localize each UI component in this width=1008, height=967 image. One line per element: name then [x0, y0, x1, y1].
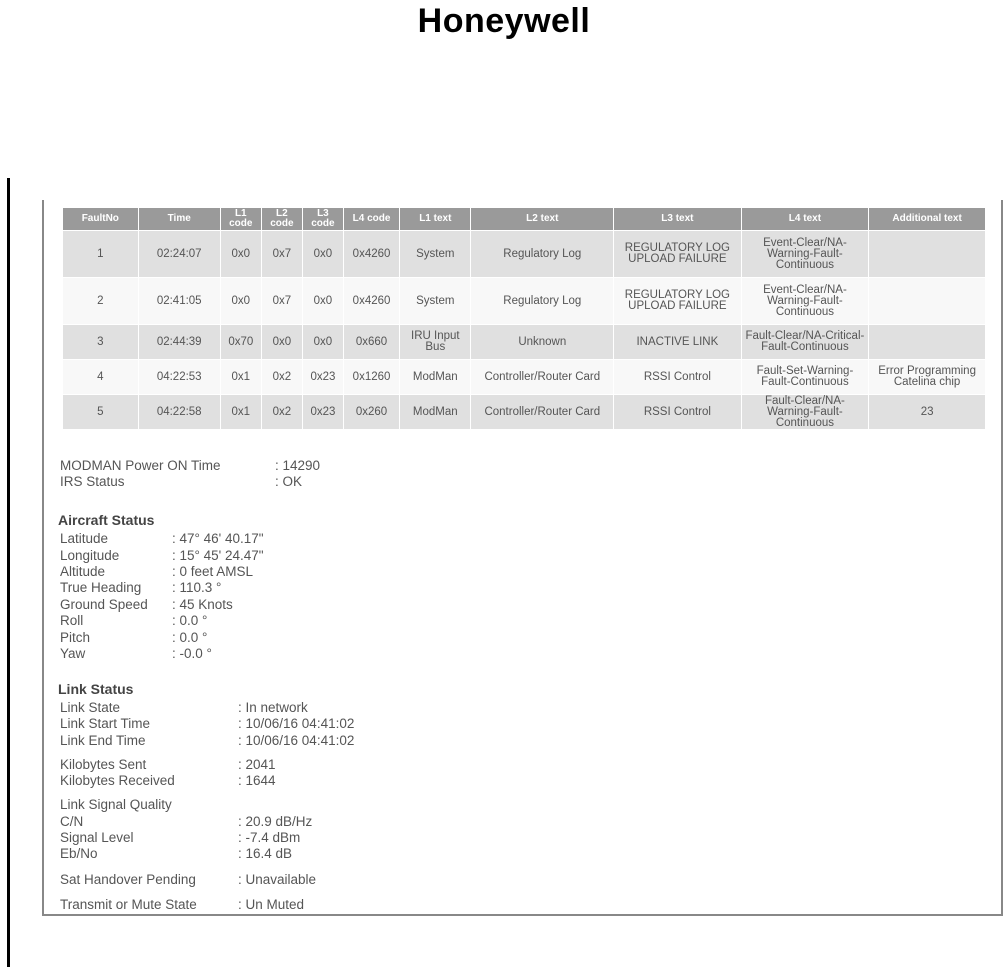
irs-status-value: : OK: [275, 474, 303, 489]
cell: 3: [63, 325, 139, 360]
cell: RSSI Control: [614, 360, 742, 395]
cell: 0x0: [302, 231, 343, 278]
link-state-label: Link State: [60, 700, 121, 715]
ebno-label: Eb/No: [60, 846, 98, 861]
link-end-time-label: Link End Time: [60, 733, 146, 748]
col-l1-text: L1 text: [400, 208, 471, 231]
yaw-label: Yaw: [60, 646, 86, 661]
altitude-label: Altitude: [60, 564, 106, 579]
fault-table-header: [63, 208, 986, 231]
sat-handover-label: Sat Handover Pending: [60, 872, 196, 887]
cell: 04:22:58: [138, 395, 220, 430]
cell: 23: [869, 395, 986, 430]
cell: Event-Clear/NA-Warning-Fault-Continuous: [741, 231, 869, 278]
cell: Event-Clear/NA-Warning-Fault-Continuous: [741, 278, 869, 325]
cell: 0x0: [261, 325, 302, 360]
left-border-line: [7, 178, 10, 967]
cell: REGULATORY LOG UPLOAD FAILURE: [614, 278, 742, 325]
link-state-value: : In network: [238, 700, 308, 715]
cell: 0x23: [302, 360, 343, 395]
cell: Controller/Router Card: [471, 395, 614, 430]
cell: 0x70: [220, 325, 261, 360]
pitch-label: Pitch: [60, 630, 91, 645]
cell: Fault-Clear/NA-Critical-Fault-Continuous: [741, 325, 869, 360]
cell: 0x260: [343, 395, 399, 430]
cell: System: [400, 278, 471, 325]
latitude-value: : 47° 46' 40.17": [172, 531, 264, 546]
cell: 04:22:53: [138, 360, 220, 395]
cell: IRU Input Bus: [400, 325, 471, 360]
cell: 0x4260: [343, 278, 399, 325]
col-l4-code: L4 code: [343, 208, 399, 231]
cn-value: : 20.9 dB/Hz: [238, 814, 313, 829]
cell: 02:41:05: [138, 278, 220, 325]
cell: 0x0: [302, 325, 343, 360]
cell: 0x23: [302, 395, 343, 430]
cell: REGULATORY LOG UPLOAD FAILURE: [614, 231, 742, 278]
cell: Unknown: [471, 325, 614, 360]
cell: Fault-Set-Warning-Fault-Continuous: [741, 360, 869, 395]
aircraft-status-title: Aircraft Status: [58, 512, 155, 528]
cell: Fault-Clear/NA-Warning-Fault-Continuous: [741, 395, 869, 430]
cell: 02:24:07: [138, 231, 220, 278]
cell: Regulatory Log: [471, 231, 614, 278]
cn-label: C/N: [60, 814, 84, 829]
cell: [869, 325, 986, 360]
cell: 1: [63, 231, 139, 278]
col-l2-text: L2 text: [471, 208, 614, 231]
cell: System: [400, 231, 471, 278]
mute-state-value: : Un Muted: [238, 897, 305, 912]
col-faultno: FaultNo: [63, 208, 139, 231]
col-time: Time: [138, 208, 220, 231]
ebno-value: : 16.4 dB: [238, 846, 293, 861]
cell: 0x0: [220, 231, 261, 278]
kilobytes-received-label: Kilobytes Received: [60, 773, 175, 788]
latitude-label: Latitude: [60, 531, 109, 546]
cell: RSSI Control: [614, 395, 742, 430]
cell: 0x2: [261, 360, 302, 395]
col-additional-text: Additional text: [869, 208, 986, 231]
col-l3-code: L3 code: [302, 208, 343, 231]
link-start-time-value: : 10/06/16 04:41:02: [238, 716, 355, 731]
cell: 0x7: [261, 231, 302, 278]
cell: 0x4260: [343, 231, 399, 278]
pitch-value: : 0.0 °: [172, 630, 208, 645]
roll-label: Roll: [60, 613, 84, 628]
cell: INACTIVE LINK: [614, 325, 742, 360]
cell: [869, 231, 986, 278]
cell: 0x1260: [343, 360, 399, 395]
table-row: [63, 278, 986, 325]
sat-handover-value: : Unavailable: [238, 872, 317, 887]
cell: 0x2: [261, 395, 302, 430]
mute-state-label: Transmit or Mute State: [60, 897, 197, 912]
signal-level-label: Signal Level: [60, 830, 134, 845]
signal-level-value: : -7.4 dBm: [238, 830, 301, 845]
cell: 2: [63, 278, 139, 325]
cell: [869, 278, 986, 325]
link-start-time-label: Link Start Time: [60, 716, 151, 731]
table-row: [63, 325, 986, 360]
cell: 0x0: [302, 278, 343, 325]
cell: ModMan: [400, 395, 471, 430]
honeywell-logo: Honeywell: [417, 2, 591, 40]
col-l3-text: L3 text: [614, 208, 742, 231]
col-l4-text: L4 text: [741, 208, 869, 231]
cell: Controller/Router Card: [471, 360, 614, 395]
kilobytes-sent-value: : 2041: [238, 757, 276, 772]
irs-status-label: IRS Status: [60, 474, 125, 489]
cell: ModMan: [400, 360, 471, 395]
ground-speed-value: : 45 Knots: [172, 597, 233, 612]
link-status-title: Link Status: [58, 681, 134, 697]
cell: 0x0: [220, 278, 261, 325]
true-heading-label: True Heading: [60, 580, 142, 595]
col-l1-code: L1 code: [220, 208, 261, 231]
table-row: [63, 360, 986, 395]
kilobytes-sent-label: Kilobytes Sent: [60, 757, 147, 772]
link-signal-quality-label: Link Signal Quality: [60, 797, 172, 812]
cell: 0x1: [220, 395, 261, 430]
longitude-value: : 15° 45' 24.47": [172, 548, 264, 563]
true-heading-value: : 110.3 °: [172, 580, 222, 595]
ground-speed-label: Ground Speed: [60, 597, 148, 612]
col-l2-code: L2 code: [261, 208, 302, 231]
status-panel: [42, 200, 1003, 916]
modman-power-on-value: : 14290: [275, 458, 321, 473]
table-row: [63, 231, 986, 278]
longitude-label: Longitude: [60, 548, 120, 563]
cell: 0x1: [220, 360, 261, 395]
cell: 0x7: [261, 278, 302, 325]
roll-value: : 0.0 °: [172, 613, 208, 628]
cell: 4: [63, 360, 139, 395]
fault-table: [62, 207, 986, 430]
cell: 5: [63, 395, 139, 430]
cell: 0x660: [343, 325, 399, 360]
yaw-value: : -0.0 °: [172, 646, 212, 661]
modman-power-on-label: MODMAN Power ON Time: [60, 458, 221, 473]
altitude-value: : 0 feet AMSL: [172, 564, 254, 579]
kilobytes-received-value: : 1644: [238, 773, 276, 788]
cell: Regulatory Log: [471, 278, 614, 325]
link-end-time-value: : 10/06/16 04:41:02: [238, 733, 355, 748]
cell: Error Programming Catelina chip: [869, 360, 986, 395]
table-row: [63, 395, 986, 430]
cell: 02:44:39: [138, 325, 220, 360]
